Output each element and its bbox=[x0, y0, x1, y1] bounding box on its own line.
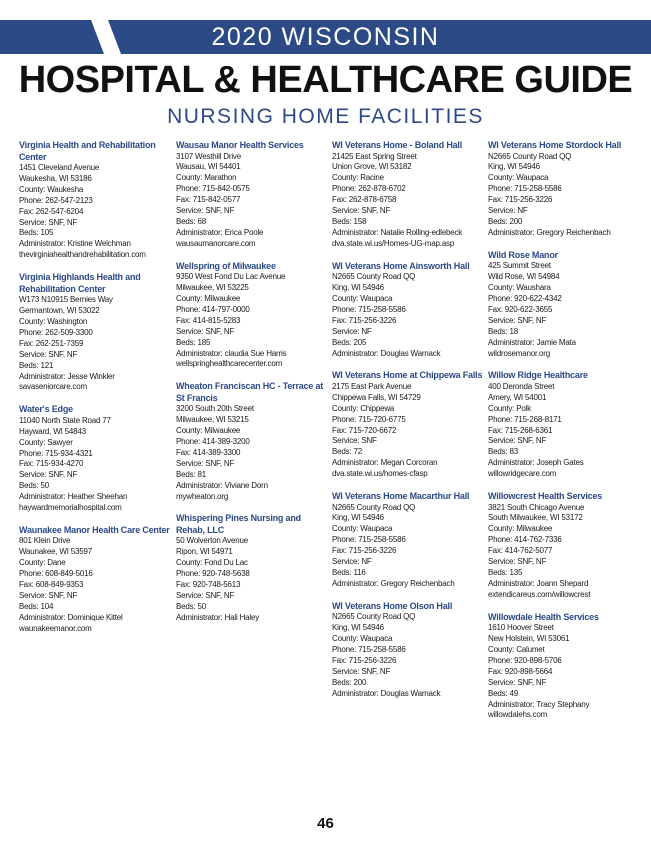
facility-detail-line: Fax: 262-878-6758 bbox=[332, 195, 397, 205]
facility-detail-line: Beds: 105 bbox=[19, 228, 54, 238]
facility-detail-line: Fax: 414-389-3300 bbox=[176, 447, 241, 457]
facility-entry bbox=[332, 491, 484, 590]
facility-detail-line: King, WI 54946 bbox=[332, 513, 384, 523]
facility-detail-line: Service: SNF, NF bbox=[332, 666, 391, 676]
facility-detail-line: County: Milwaukee bbox=[176, 426, 241, 436]
facility-detail-line: Beds: 49 bbox=[488, 688, 518, 698]
facility-detail-line: Service: SNF, NF bbox=[488, 557, 547, 567]
facility-detail-line: Administrator: Kristine Welchman bbox=[19, 239, 131, 249]
facility-detail-line: wausaumanorcare.com bbox=[176, 238, 256, 248]
facility-name: Willowdale Health Services bbox=[488, 611, 599, 622]
facility-detail-line: Beds: 83 bbox=[488, 447, 518, 457]
facility-detail-line: Milwaukee, WI 53225 bbox=[176, 283, 249, 293]
facility-detail-line: N2665 County Road QQ bbox=[332, 272, 416, 282]
facility-detail-line: W173 N10915 Bernies Way bbox=[19, 295, 113, 305]
facility-detail-line: N2665 County Road QQ bbox=[332, 502, 416, 512]
facility-detail-line: Fax: 715-934-4270 bbox=[19, 459, 84, 469]
facility-detail-line: Fax: 715-720-6672 bbox=[332, 425, 397, 435]
listing-column-3 bbox=[332, 140, 484, 711]
facility-detail-line: Service: SNF, NF bbox=[332, 206, 391, 216]
facility-detail-line: N2665 County Road QQ bbox=[488, 151, 572, 161]
facility-detail-line: Administrator: Joseph Gates bbox=[488, 458, 584, 468]
facility-detail-line: Union Grove, WI 53182 bbox=[332, 162, 412, 172]
facility-name: WI Veterans Home at Chippewa Falls bbox=[332, 370, 483, 381]
facility-entry bbox=[332, 140, 484, 250]
facility-detail-line: Service: SNF, NF bbox=[176, 326, 235, 336]
facility-detail-line: County: Chippewa bbox=[332, 403, 395, 413]
facility-detail-line: 400 Deronda Street bbox=[488, 381, 555, 391]
facility-detail-line: 801 Klein Drive bbox=[19, 536, 71, 546]
facility-detail-line: Service: SNF, NF bbox=[176, 458, 235, 468]
facility-detail-line: Administrator: Dominique Kittel bbox=[19, 612, 123, 622]
facility-detail-line: Hayward, WI 54843 bbox=[19, 426, 86, 436]
facility-detail-line: County: Milwaukee bbox=[176, 293, 241, 303]
page-subtitle: NURSING HOME FACILITIES bbox=[167, 105, 484, 128]
facility-detail-line: Phone: 715-258-5586 bbox=[332, 304, 406, 314]
facility-detail-line: New Holstein, WI 53061 bbox=[488, 634, 570, 644]
facility-detail-line: Amery, WI 54001 bbox=[488, 392, 547, 402]
facility-detail-line: Fax: 414-815-5283 bbox=[176, 315, 241, 325]
facility-detail-line: 2175 East Park Avenue bbox=[332, 381, 412, 391]
facility-detail-line: Beds: 18 bbox=[488, 326, 518, 336]
facility-detail-line: Service: SNF, NF bbox=[488, 436, 547, 446]
facility-detail-line: Service: SNF, NF bbox=[488, 677, 547, 687]
facility-detail-line: County: Sawyer bbox=[19, 437, 73, 447]
facility-entry bbox=[19, 140, 171, 261]
listing-column-1 bbox=[19, 140, 171, 646]
facility-entry bbox=[176, 261, 328, 371]
facility-detail-line: waunakeemanor.com bbox=[19, 623, 92, 633]
facility-detail-line: 3107 Westhill Drive bbox=[176, 151, 241, 161]
facility-detail-line: Service: NF bbox=[488, 206, 528, 216]
facility-detail-line: Phone: 608-849-5016 bbox=[19, 569, 93, 579]
facility-name: Wheaton Franciscan HC - Terrace at St Francis bbox=[176, 381, 324, 403]
facility-entry bbox=[19, 404, 171, 514]
facility-detail-line: Wausau, WI 54401 bbox=[176, 162, 241, 172]
facility-detail-line: 50 Wolverton Avenue bbox=[176, 536, 248, 546]
facility-detail-line: Beds: 68 bbox=[176, 216, 206, 226]
facility-detail-line: Milwaukee, WI 53215 bbox=[176, 415, 249, 425]
facility-detail-line: 1610 Hoover Street bbox=[488, 623, 554, 633]
facility-name: Wild Rose Manor bbox=[488, 249, 558, 260]
facility-detail-line: County: Waupaca bbox=[332, 634, 393, 644]
facility-detail-line: Fax: 715-842-0577 bbox=[176, 195, 241, 205]
facility-detail-line: Fax: 715-256-3226 bbox=[332, 546, 397, 556]
facility-detail-line: Fax: 262-251-7359 bbox=[19, 338, 84, 348]
facility-name: Waunakee Manor Health Care Center bbox=[19, 524, 170, 535]
facility-detail-line: Service: SNF, NF bbox=[19, 217, 78, 227]
facility-detail-line: willowdalehs.com bbox=[488, 710, 548, 720]
facility-detail-line: Administrator: Natalie Rolling-edlebeck bbox=[332, 227, 463, 237]
facility-detail-line: Service: SNF, NF bbox=[19, 591, 78, 600]
page-number: 46 bbox=[317, 815, 334, 832]
facility-detail-line: Administrator: Gregory Reichenbach bbox=[488, 227, 611, 237]
facility-detail-line: Phone: 262-509-3300 bbox=[19, 327, 93, 337]
facility-detail-line: Fax: 715-256-3226 bbox=[332, 655, 397, 665]
facility-detail-line: extendicareus.com/willowcrest bbox=[488, 589, 591, 599]
facility-name: Willow Ridge Healthcare bbox=[488, 370, 588, 381]
facility-detail-line: Beds: 185 bbox=[176, 337, 211, 347]
facility-detail-line: Beds: 116 bbox=[332, 568, 366, 577]
facility-detail-line: Beds: 104 bbox=[19, 601, 54, 611]
facility-detail-line: Phone: 715-842-0575 bbox=[176, 184, 250, 194]
facility-detail-line: Administrator: Megan Corcoran bbox=[332, 458, 438, 468]
facility-detail-line: 3200 South 20th Street bbox=[176, 404, 254, 414]
facility-detail-line: Phone: 715-258-5586 bbox=[332, 535, 406, 545]
facility-entry bbox=[176, 381, 328, 502]
facility-detail-line: Beds: 72 bbox=[332, 447, 362, 457]
facility-detail-line: Service: SNF bbox=[332, 436, 377, 446]
facility-detail-line: Beds: 200 bbox=[488, 216, 523, 226]
facility-detail-line: County: Waupaca bbox=[332, 524, 393, 534]
facility-detail-line: dva.state.wi.us/homes-cfasp bbox=[332, 469, 428, 479]
facility-detail-line: Fax: 715-256-3226 bbox=[488, 195, 553, 205]
facility-entry bbox=[19, 525, 171, 635]
facility-detail-line: Fax: 920-748-5613 bbox=[176, 580, 241, 590]
facility-detail-line: Beds: 205 bbox=[332, 337, 367, 347]
facility-detail-line: Administrator: Hali Haley bbox=[176, 612, 260, 622]
facility-detail-line: Fax: 262-547-6204 bbox=[19, 206, 84, 216]
listing-column-4 bbox=[488, 140, 640, 732]
facility-detail-line: Fax: 414-762-5077 bbox=[488, 546, 553, 556]
facility-detail-line: willowridgecare.com bbox=[488, 469, 557, 479]
facility-detail-line: King, WI 54946 bbox=[332, 623, 384, 633]
facility-name: WI Veterans Home - Boland Hall bbox=[332, 140, 463, 150]
facility-detail-line: Service: SNF, NF bbox=[176, 206, 235, 216]
facility-detail-line: Beds: 121 bbox=[19, 360, 54, 370]
facility-detail-line: 11040 North State Road 77 bbox=[19, 415, 111, 425]
facility-detail-line: Administrator: Viviane Dorn bbox=[176, 480, 268, 490]
facility-detail-line: Service: SNF, NF bbox=[488, 315, 547, 325]
facility-detail-line: County: Calumet bbox=[488, 645, 545, 655]
facility-detail-line: 9350 West Fond Du Lac Avenue bbox=[176, 272, 286, 282]
facility-entry bbox=[488, 491, 640, 601]
facility-entry bbox=[176, 513, 328, 623]
facility-detail-line: Administrator: Gregory Reichenbach bbox=[332, 578, 455, 588]
facility-detail-line: Beds: 200 bbox=[332, 677, 367, 687]
facility-detail-line: wellspringhealthcarecenter.com bbox=[176, 359, 283, 369]
facility-detail-line: 3821 South Chicago Avenue bbox=[488, 502, 585, 512]
facility-detail-line: Administrator: Jamie Mata bbox=[488, 337, 576, 347]
facility-entry bbox=[488, 250, 640, 360]
facility-detail-line: County: Waupaca bbox=[488, 173, 549, 183]
facility-detail-line: dva.state.wi.us/Homes-UG-map.asp bbox=[332, 238, 455, 248]
facility-detail-line: Waunakee, WI 53597 bbox=[19, 547, 93, 557]
facility-detail-line: King, WI 54946 bbox=[332, 283, 384, 293]
facility-name: Virginia Health and Rehabilitation Center bbox=[19, 140, 156, 162]
facility-detail-line: County: Waupaca bbox=[332, 293, 393, 303]
facility-detail-line: King, WI 54946 bbox=[488, 162, 540, 172]
page-title: HOSPITAL & HEALTHCARE GUIDE bbox=[18, 59, 633, 101]
facility-detail-line: Phone: 715-720-6775 bbox=[332, 414, 406, 424]
facility-detail-line: Waukesha, WI 53186 bbox=[19, 173, 92, 183]
facility-detail-line: savaseniorcare.com bbox=[19, 382, 87, 392]
facility-detail-line: Administrator: claudia Sue Harris bbox=[176, 348, 287, 358]
facility-detail-line: Beds: 81 bbox=[176, 469, 206, 479]
facility-name: Willowcrest Health Services bbox=[488, 491, 603, 502]
facility-detail-line: County: Washington bbox=[19, 316, 88, 326]
facility-detail-line: Phone: 414-762-7336 bbox=[488, 535, 562, 545]
facility-detail-line: N2665 County Road QQ bbox=[332, 612, 416, 622]
facility-detail-line: Service: SNF, NF bbox=[19, 349, 78, 359]
facility-detail-line: County: Waushara bbox=[488, 283, 551, 293]
facility-detail-line: Phone: 715-258-5586 bbox=[488, 184, 562, 194]
facility-detail-line: Germantown, WI 53022 bbox=[19, 306, 100, 316]
facility-detail-line: Phone: 262-878-6702 bbox=[332, 184, 406, 194]
facility-detail-line: 425 Summit Street bbox=[488, 261, 551, 271]
facility-detail-line: Beds: 50 bbox=[19, 481, 49, 491]
facility-detail-line: Service: SNF, NF bbox=[176, 591, 235, 600]
facility-detail-line: Phone: 715-934-4321 bbox=[19, 448, 93, 458]
facility-name: WI Veterans Home Ainsworth Hall bbox=[332, 260, 470, 271]
facility-detail-line: Phone: 715-268-8171 bbox=[488, 414, 562, 424]
facility-detail-line: 1451 Cleveland Avenue bbox=[19, 163, 100, 172]
facility-detail-line: 21425 East Spring Street bbox=[332, 151, 417, 161]
facility-detail-line: County: Fond Du Lac bbox=[176, 558, 248, 568]
facility-detail-line: Administrator: Joann Shepard bbox=[488, 578, 589, 588]
facility-detail-line: Chippewa Falls, WI 54729 bbox=[332, 392, 421, 402]
facility-entry bbox=[332, 261, 484, 360]
facility-entry bbox=[176, 140, 328, 250]
facility-detail-line: County: Dane bbox=[19, 558, 66, 568]
facility-name: Water's Edge bbox=[19, 404, 73, 415]
facility-entry bbox=[488, 370, 640, 480]
facility-detail-line: Beds: 50 bbox=[176, 601, 206, 611]
facility-detail-line: County: Polk bbox=[488, 403, 531, 413]
facility-detail-line: Administrator: Heather Sheehan bbox=[19, 492, 128, 502]
facility-name: WI Veterans Home Olson Hall bbox=[332, 600, 453, 611]
facility-detail-line: Phone: 715-258-5586 bbox=[332, 645, 406, 655]
facility-detail-line: Fax: 608-849-9353 bbox=[19, 580, 84, 590]
facility-detail-line: Administrator: Tracy Stephany bbox=[488, 699, 590, 709]
facility-detail-line: Phone: 414-797-0000 bbox=[176, 304, 250, 314]
facility-detail-line: County: Waukesha bbox=[19, 184, 84, 194]
facility-entry bbox=[332, 370, 484, 480]
facility-entry bbox=[488, 612, 640, 722]
facility-detail-line: Ripon, WI 54971 bbox=[176, 547, 233, 557]
facility-listing bbox=[19, 140, 639, 800]
facility-detail-line: Service: SNF, NF bbox=[19, 470, 78, 480]
header-banner bbox=[0, 20, 651, 54]
facility-name: Whispering Pines Nursing and Rehab, LLC bbox=[176, 513, 301, 535]
facility-name: Wausau Manor Health Services bbox=[176, 140, 304, 150]
facility-name: Wellspring of Milwaukee bbox=[176, 260, 276, 271]
facility-detail-line: Service: NF bbox=[332, 326, 372, 336]
facility-detail-line: Phone: 920-622-4342 bbox=[488, 293, 562, 303]
facility-detail-line: wildrosemanor.org bbox=[488, 348, 550, 358]
banner-text: 2020 WISCONSIN bbox=[211, 23, 440, 51]
facility-entry bbox=[332, 601, 484, 700]
facility-detail-line: Administrator: Jesse Winkler bbox=[19, 371, 115, 381]
facility-detail-line: Phone: 920-748-5638 bbox=[176, 569, 250, 579]
facility-detail-line: Fax: 920-622-3655 bbox=[488, 304, 553, 314]
facility-name: WI Veterans Home Macarthur Hall bbox=[332, 491, 470, 502]
facility-detail-line: Beds: 158 bbox=[332, 216, 367, 226]
facility-detail-line: Phone: 414-389-3200 bbox=[176, 437, 250, 447]
facility-detail-line: County: Milwaukee bbox=[488, 524, 553, 534]
facility-detail-line: County: Marathon bbox=[176, 173, 237, 183]
facility-detail-line: Wild Rose, WI 54984 bbox=[488, 272, 560, 282]
facility-detail-line: South Milwaukee, WI 53172 bbox=[488, 513, 583, 523]
facility-detail-line: Administrator: Erica Poole bbox=[176, 227, 264, 237]
facility-detail-line: Beds: 135 bbox=[488, 568, 523, 577]
facility-name: Virginia Highlands Health and Rehabilitation Center bbox=[19, 272, 141, 294]
facility-detail-line: mywheaton.org bbox=[176, 491, 229, 501]
facility-detail-line: thevirginiahealthandrehabilitation.com bbox=[19, 250, 146, 260]
facility-detail-line: Administrator: Douglas Warnack bbox=[332, 348, 441, 358]
facility-detail-line: Fax: 715-268-6361 bbox=[488, 425, 553, 435]
facility-entry bbox=[488, 140, 640, 239]
facility-detail-line: Fax: 920-898-5664 bbox=[488, 666, 553, 676]
facility-name: WI Veterans Home Stordock Hall bbox=[488, 140, 622, 150]
facility-detail-line: Phone: 920-898-5706 bbox=[488, 655, 562, 665]
facility-detail-line: County: Racine bbox=[332, 173, 384, 183]
facility-detail-line: Service: NF bbox=[332, 557, 372, 567]
facility-detail-line: Phone: 262-547-2123 bbox=[19, 195, 93, 205]
facility-detail-line: Administrator: Douglas Warnack bbox=[332, 688, 441, 698]
facility-detail-line: Fax: 715-256-3226 bbox=[332, 315, 397, 325]
facility-detail-line: haywardmemorialhospital.com bbox=[19, 503, 122, 513]
listing-column-2 bbox=[176, 140, 328, 635]
facility-entry bbox=[19, 272, 171, 393]
